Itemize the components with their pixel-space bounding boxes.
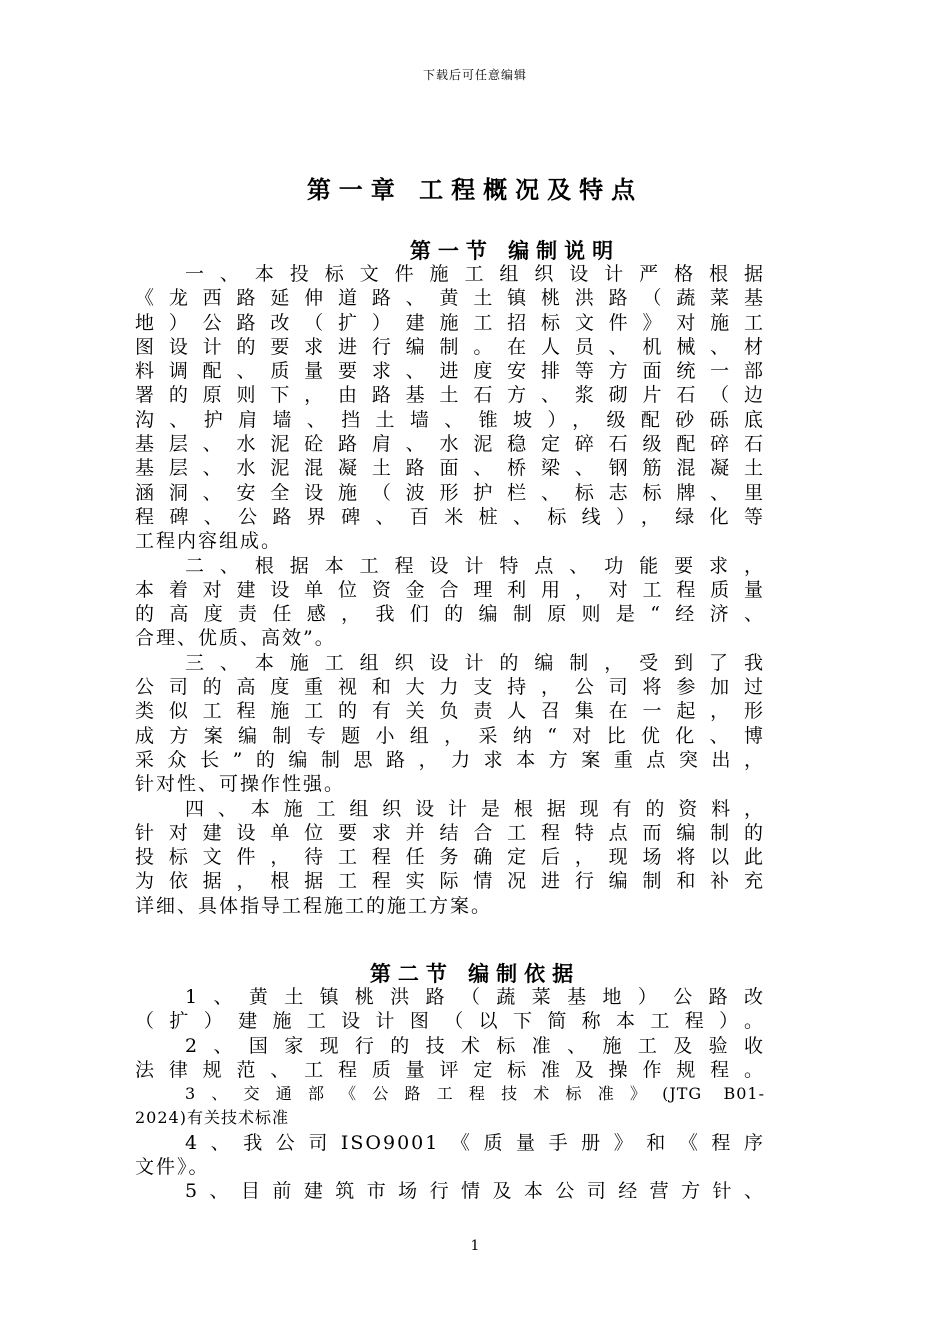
page-header: 下载后可任意编辑 xyxy=(422,68,527,82)
text-line: 地）公路改（扩）建施工招标文件》对施工 xyxy=(135,311,765,334)
section2-body xyxy=(135,985,765,1204)
text-line: 程碑、公路界碑、百米桩、标线），绿化等 xyxy=(135,505,765,528)
text-line: 基层、水泥混凝土路面、桥梁、钢筋混凝土 xyxy=(135,457,765,480)
section1-body xyxy=(135,262,765,918)
text-line: 4、我公司ISO9001《质量手册》和《程序 xyxy=(185,1131,765,1154)
text-line: 署的原则下，由路基土石方、浆砌片石（边 xyxy=(135,384,765,407)
section-title: 第二节 编制依据 xyxy=(369,961,581,986)
text-line: 二、根据本工程设计特点、功能要求， xyxy=(185,554,765,577)
text-line: 3、交通部《公路工程技术标准》(JTG B01- xyxy=(185,1084,765,1104)
text-line: 本着对建设单位资金合理利用，对工程质量 xyxy=(135,578,765,601)
text-line: 投标文件，待工程任务确定后，现场将以此 xyxy=(135,846,765,869)
page-number: 1 xyxy=(470,1238,480,1254)
text-line: 为依据，根据工程实际情况进行编制和补充 xyxy=(135,870,765,893)
text-line: 一、本投标文件施工组织设计严格根据 xyxy=(185,263,765,285)
text-line: 三、本施工组织设计的编制，受到了我 xyxy=(185,651,765,674)
text-line: 采众长”的编制思路，力求本方案重点突出， xyxy=(135,748,765,771)
text-line: 合理、优质、高效”。 xyxy=(135,627,336,650)
text-line: 详细、具体指导工程施工的施工方案。 xyxy=(135,894,493,917)
text-line: 基层、水泥砼路肩、水泥稳定碎石级配碎石 xyxy=(135,433,765,456)
text-line: 沟、护肩墙、挡土墙、锥坡），级配砂砾底 xyxy=(135,408,765,431)
text-line: 类似工程施工的有关负责人召集在一起，形 xyxy=(135,700,765,723)
text-line: 图设计的要求进行编制。在人员、机械、材 xyxy=(135,335,765,358)
text-line: 法律规范、工程质量评定标准及操作规程。 xyxy=(135,1058,765,1081)
text-line: 文件》。 xyxy=(135,1156,210,1179)
text-line: 《龙西路延伸道路、黄土镇桃洪路（蔬菜基 xyxy=(135,287,765,310)
text-line: 针对建设单位要求并结合工程特点而编制的 xyxy=(135,821,765,844)
text-line: 成方案编制专题小组，采纳“对比优化、博 xyxy=(135,724,765,747)
text-line: 料调配、质量要求、进度安排等方面统一部 xyxy=(135,360,765,383)
section-title: 第一节 编制说明 xyxy=(409,238,621,263)
text-line: 四、本施工组织设计是根据现有的资料， xyxy=(185,797,765,820)
chapter-title: 第一章 工程概况及特点 xyxy=(306,175,644,204)
text-line: 针对性、可操作性强。 xyxy=(135,773,346,796)
text-line: 的高度责任感，我们的编制原则是“经济、 xyxy=(135,603,765,626)
text-line: 2、国家现行的技术标准、施工及验收 xyxy=(185,1034,765,1057)
text-line: （扩）建施工设计图（以下简称本工程）。 xyxy=(135,1010,765,1033)
text-line: 涵洞、安全设施（波形护栏、标志标牌、里 xyxy=(135,481,765,504)
text-line: 2024)有关技术标准 xyxy=(135,1108,289,1128)
text-line: 公司的高度重视和大力支持，公司将参加过 xyxy=(135,676,765,699)
text-line: 工程内容组成。 xyxy=(135,530,283,553)
text-line: 1、黄土镇桃洪路（蔬菜基地）公路改 xyxy=(185,986,765,1008)
text-line: 5、目前建筑市场行情及本公司经营方针、 xyxy=(185,1180,765,1203)
